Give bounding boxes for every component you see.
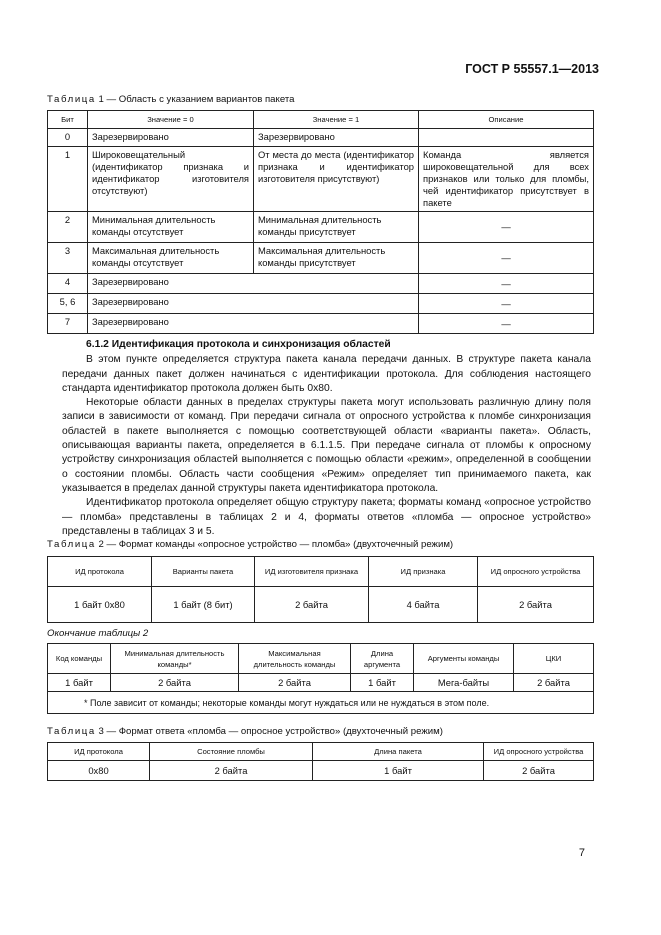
value-cell: 2 байта (239, 674, 351, 692)
value-cell: 2 байта (150, 761, 313, 781)
description-cell: Команда является широковещательной для всех признаков или только для пломбы, чей идентификатор присутствует в пакете (419, 147, 594, 212)
bit-cell: 5, 6 (48, 294, 88, 314)
table-header-row (48, 111, 594, 129)
value-cell: 4 байта (369, 587, 478, 623)
value-cell: 2 байта (255, 587, 369, 623)
column-header: Варианты пакета (152, 557, 255, 587)
value-cell: 1 байт (48, 674, 111, 692)
value0-cell: Широковещательный (идентификатор признака и идентификатор изготовителя отсутствуют) (88, 147, 254, 212)
column-header: Длина аргумента (351, 644, 414, 674)
column-header: ИД протокола (48, 743, 150, 761)
table-row (48, 147, 594, 212)
table-2 (47, 556, 594, 623)
value1-cell: От места до места (идентификатор признака и идентификатор изготовителя присутствуют) (254, 147, 419, 212)
value-cell: 1 байт (351, 674, 414, 692)
table-row (48, 243, 594, 274)
column-header: Минимальная длительность команды* (111, 644, 239, 674)
table-row (48, 212, 594, 243)
value-cell: 2 байта (111, 674, 239, 692)
value1-cell: Зарезервировано (254, 129, 419, 147)
table-row (48, 274, 594, 294)
value-cell: Зарезервировано (88, 294, 419, 314)
column-header: Длина пакета (313, 743, 484, 761)
column-header: Значение = 0 (88, 111, 254, 129)
value-cell: Мега-байты (414, 674, 514, 692)
description-cell: — (419, 314, 594, 334)
column-header: Описание (419, 111, 594, 129)
bit-cell: 3 (48, 243, 88, 274)
bit-cell: 2 (48, 212, 88, 243)
table-row (48, 129, 594, 147)
column-header: Состояние пломбы (150, 743, 313, 761)
value0-cell: Максимальная длительность команды отсутствует (88, 243, 254, 274)
description-cell: — (419, 243, 594, 274)
value0-cell: Минимальная длительность команды отсутствует (88, 212, 254, 243)
column-header: ИД опросного устройства (484, 743, 594, 761)
paragraph: Некоторые области данных в пределах структуры пакета могут использовать различную длину поля записи в зависимости от команд. При передачи сигнала от опросного устройства к пломбе синхронизация областей в пакете выполняется с помощью соответствующей области «варианты пакета». Область, описывающая варианты пакета, определяется в 6.1.1.5. При передаче сигнала от пломбы к опросному устройству синхронизация областей выполняется с помощью области «режим», определенной в сообщении о состоянии пломбы. Область части сообщения «Режим» определяет тип принимаемого пакета, как указывается в пределах данной структуры пакета идентификатора протокола. (62, 397, 591, 494)
table-header-row (48, 743, 594, 761)
column-header: Аргументы команды (414, 644, 514, 674)
table-note-row (48, 692, 594, 714)
table-row (48, 674, 594, 692)
table1-caption: Таблица 1 — Область с указанием вариантов пакета (47, 94, 295, 105)
column-header: ЦКИ (514, 644, 594, 674)
bit-cell: 4 (48, 274, 88, 294)
table-row (48, 587, 594, 623)
column-header: ИД протокола (48, 557, 152, 587)
column-header: Значение = 1 (254, 111, 419, 129)
value-cell: 2 байта (478, 587, 594, 623)
bit-cell: 1 (48, 147, 88, 212)
value-cell: 1 байт (313, 761, 484, 781)
table-header-row (48, 644, 594, 674)
table-2-continuation (47, 643, 594, 714)
column-header: Бит (48, 111, 88, 129)
value1-cell: Максимальная длительность команды присутствует (254, 243, 419, 274)
value-cell: 2 байта (514, 674, 594, 692)
column-header: Максимальная длительность команды (239, 644, 351, 674)
page-number: 7 (578, 847, 585, 859)
table2-caption: Таблица 2 — Формат команды «опросное устройство — пломба» (двухточечный режим) (47, 539, 454, 550)
table-row (48, 314, 594, 334)
column-header: ИД опросного устройства (478, 557, 594, 587)
column-header: Код команды (48, 644, 111, 674)
paragraph: Идентификатор протокола определяет общую структуру пакета; форматы команд «опросное устройство — пломба» представлены в таблицах 2 и 4, форматы ответов «пломба — опросное устройство» представлены в таблицах 3 и 5. (62, 497, 591, 537)
value-cell: 0x80 (48, 761, 150, 781)
table-header-row (48, 557, 594, 587)
bit-cell: 7 (48, 314, 88, 334)
table-1 (47, 110, 594, 334)
value-cell: 1 байт 0x80 (48, 587, 152, 623)
value0-cell: Зарезервировано (88, 129, 254, 147)
table-row (48, 294, 594, 314)
description-cell (419, 129, 594, 147)
value-cell: 1 байт (8 бит) (152, 587, 255, 623)
description-cell: — (419, 274, 594, 294)
description-cell: — (419, 294, 594, 314)
section-6-1-2 (62, 338, 591, 539)
table2-continuation-caption: Окончание таблицы 2 (47, 628, 149, 639)
column-header: ИД признака (369, 557, 478, 587)
section-heading: 6.1.2 Идентификация протокола и синхронизация областей (86, 339, 391, 350)
description-cell: — (419, 212, 594, 243)
value-cell: 2 байта (484, 761, 594, 781)
column-header: ИД изготовителя признака (255, 557, 369, 587)
table-footnote: * Поле зависит от команды; некоторые команды могут нуждаться или не нуждаться в этом поле. (48, 692, 594, 714)
value-cell: Зарезервировано (88, 314, 419, 334)
table-3 (47, 742, 594, 781)
value-cell: Зарезервировано (88, 274, 419, 294)
paragraph: В этом пункте определяется структура пакета канала передачи данных. В структуре пакета канала передачи данных пакет должен начинаться с идентификации протокола. Для соблюдения настоящего стандарта идентификатор протокола должен быть 0x80. (62, 354, 591, 394)
table3-caption: Таблица 3 — Формат ответа «пломба — опросное устройство» (двухточечный режим) (47, 726, 443, 737)
document-header: ГОСТ Р 55557.1—2013 (465, 62, 599, 76)
table-row (48, 761, 594, 781)
bit-cell: 0 (48, 129, 88, 147)
value1-cell: Минимальная длительность команды присутствует (254, 212, 419, 243)
